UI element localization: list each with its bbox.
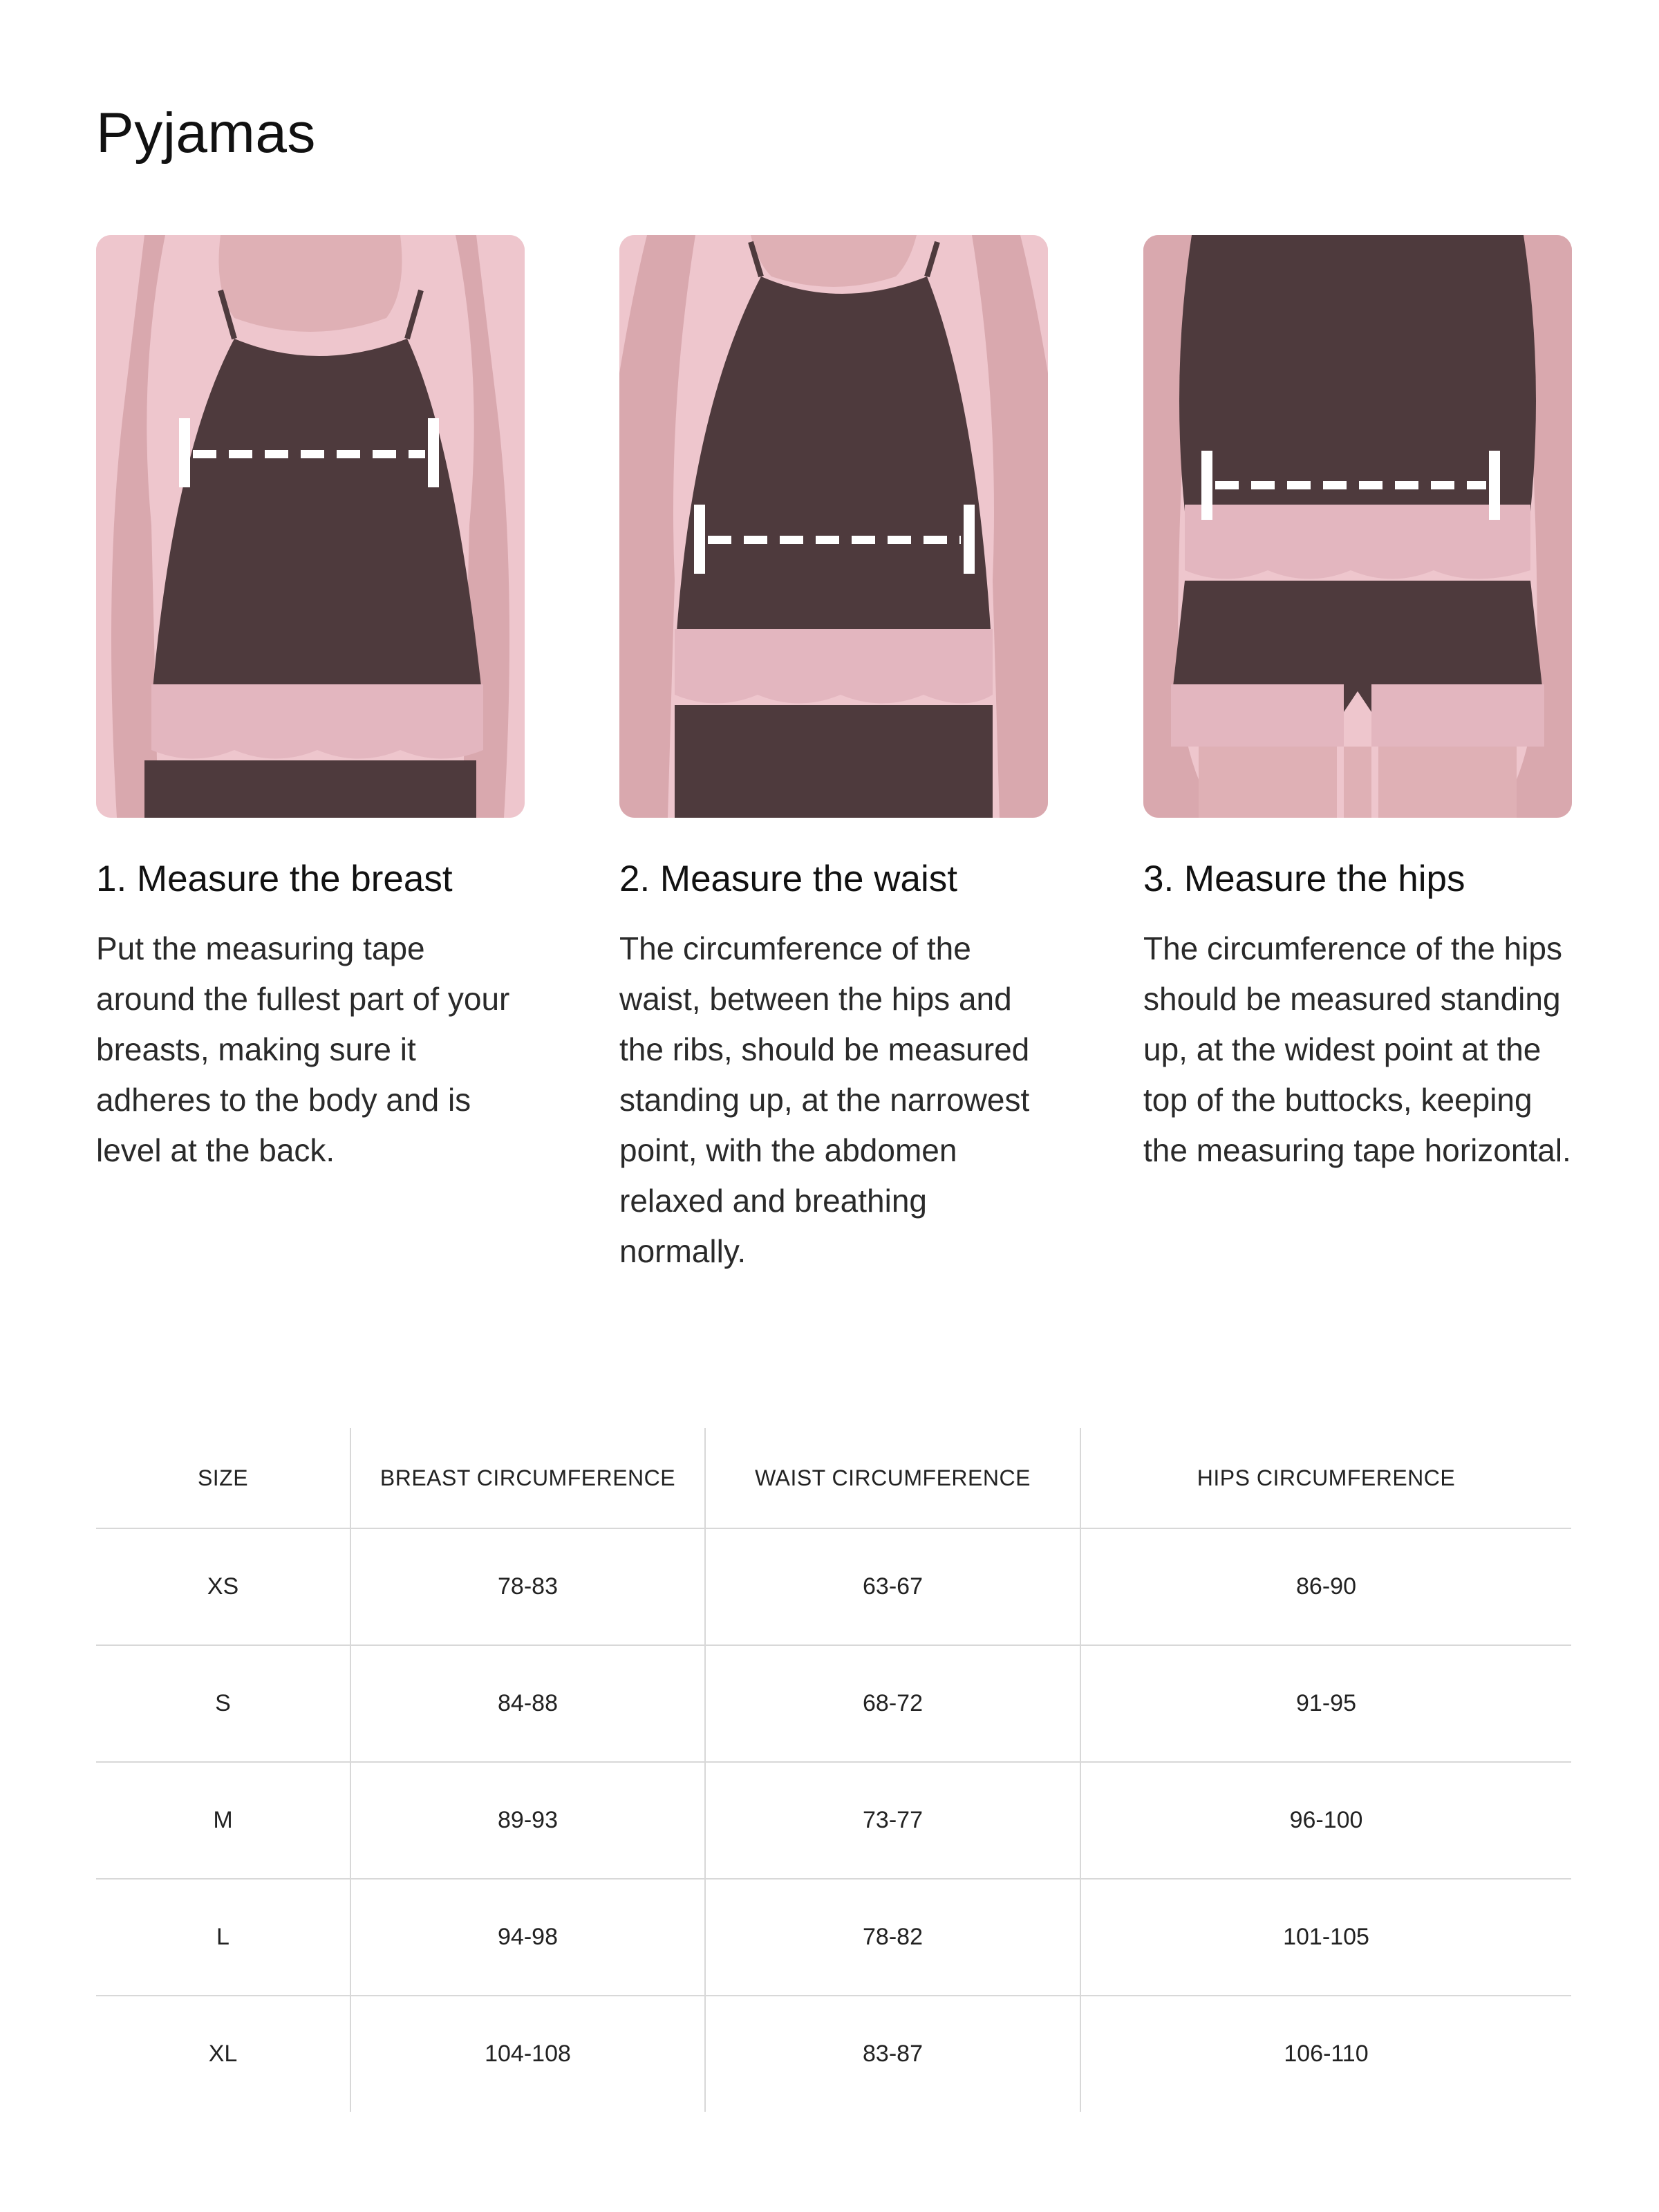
breast-measure-photo: [96, 235, 525, 818]
cell-waist: 68-72: [705, 1645, 1080, 1762]
cell-size: XL: [96, 1996, 350, 2112]
cell-breast: 84-88: [350, 1645, 705, 1762]
table-row: [96, 1879, 1571, 1996]
size-table-container: [96, 1428, 1571, 2109]
table-row: [96, 1528, 1571, 1645]
cell-size: XS: [96, 1528, 350, 1645]
table-row: [96, 1645, 1571, 1762]
cell-size: S: [96, 1645, 350, 1762]
hips-measure-photo: [1143, 235, 1572, 818]
page-title: Pyjamas: [96, 102, 316, 165]
cell-hips: 106-110: [1080, 1996, 1571, 2112]
step-title-hips: 3. Measure the hips: [1143, 859, 1465, 899]
header-size: SIZE: [197, 1465, 249, 1490]
table-row: [96, 1762, 1571, 1879]
cell-waist: 73-77: [705, 1762, 1080, 1879]
header-hips: HIPS CIRCUMFERENCE: [1080, 1428, 1571, 1528]
size-table: [96, 1428, 1571, 2112]
cell-breast: 94-98: [350, 1879, 705, 1996]
step-title-breast: 1. Measure the breast: [96, 859, 453, 899]
step-text-breast: Put the measuring tape around the fullest part of your breasts, making sure it adheres to the body and is level at the back.: [96, 930, 510, 1168]
cell-hips: 86-90: [1080, 1528, 1571, 1645]
table-row: [96, 1996, 1571, 2112]
step-title-waist: 2. Measure the waist: [619, 859, 958, 899]
header-breast: BREAST CIRCUMFERENCE: [350, 1428, 705, 1528]
step-card-breast: [96, 235, 525, 1176]
cell-breast: 104-108: [350, 1996, 705, 2112]
waist-measure-photo: [619, 235, 1048, 818]
waist-illustration: [619, 235, 1048, 818]
cell-size: M: [96, 1762, 350, 1879]
hips-illustration: [1143, 235, 1572, 818]
step-card-hips: [1143, 235, 1572, 1176]
cell-breast: 78-83: [350, 1528, 705, 1645]
cell-hips: 91-95: [1080, 1645, 1571, 1762]
cell-waist: 63-67: [705, 1528, 1080, 1645]
table-header-row: [96, 1428, 1571, 1528]
cell-waist: 83-87: [705, 1996, 1080, 2112]
cell-hips: 96-100: [1080, 1762, 1571, 1879]
step-card-waist: [619, 235, 1048, 1277]
breast-illustration: [96, 235, 525, 818]
cell-waist: 78-82: [705, 1879, 1080, 1996]
cell-size: L: [96, 1879, 350, 1996]
header-waist: WAIST CIRCUMFERENCE: [705, 1428, 1080, 1528]
cell-hips: 101-105: [1080, 1879, 1571, 1996]
step-text-hips: The circumference of the hips should be measured standing up, at the widest point at the top of the buttocks, keeping the measuring tape horizontal.: [1143, 930, 1571, 1168]
step-text-waist: The circumference of the waist, between the hips and the ribs, should be measured standing up, at the narrowest point, with the abdomen relaxed and breathing normally.: [619, 930, 1030, 1269]
cell-breast: 89-93: [350, 1762, 705, 1879]
